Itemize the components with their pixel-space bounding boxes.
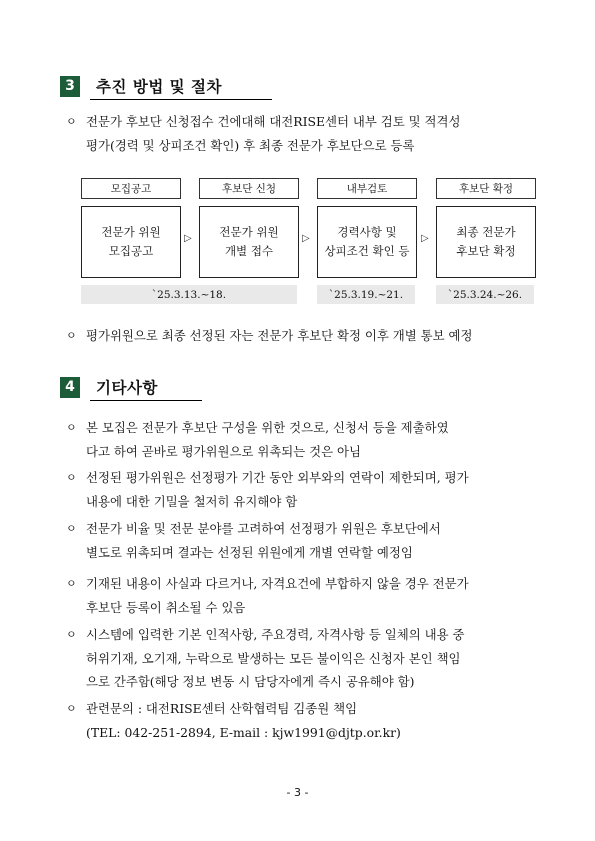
- section-3-bullet-2: [66, 324, 540, 348]
- section-4-bullet-5: [66, 623, 540, 694]
- bullet-line: 후보단 등록이 취소될 수 있음: [86, 599, 246, 615]
- step-1-header: 모집공고: [81, 178, 181, 199]
- date-range-1: `25.3.13.~18.: [81, 285, 297, 304]
- bullet-mark: ㅇ: [66, 471, 77, 484]
- bullet-mark: ㅇ: [66, 329, 77, 342]
- date-range-2: `25.3.19.~21.: [317, 285, 415, 304]
- step-4-line-1: 최종 전문가: [456, 225, 516, 239]
- bullet-line: 평가위원으로 최종 선정된 자는 전문가 후보단 확정 이후 개별 통보 예정: [86, 328, 473, 343]
- arrow-icon: ▷: [302, 233, 310, 244]
- section-4-number: 4: [60, 377, 80, 398]
- step-3-header: 내부검토: [317, 178, 417, 199]
- section-4-bullet-3: [66, 517, 540, 564]
- section-3-bullet-1: [66, 110, 540, 157]
- bullet-mark: ㅇ: [66, 628, 77, 641]
- step-4-line-2: 후보단 확정: [456, 244, 516, 258]
- bullet-line: 별도로 위촉되며 결과는 선정된 위원에게 개별 연락할 예정임: [86, 544, 413, 560]
- page-number: - 3 -: [286, 786, 309, 799]
- step-2-line-1: 전문가 위원: [219, 225, 279, 239]
- bullet-mark: ㅇ: [66, 522, 77, 535]
- bullet-line: (TEL: 042-251-2894, E-mail : kjw1991@djtp.or.kr): [86, 724, 401, 740]
- step-4-header: 후보단 확정: [436, 178, 536, 199]
- section-3-title: 추진 방법 및 절차: [96, 78, 223, 96]
- bullet-line: 기재된 내용이 사실과 다르거나, 자격요건에 부합하지 않을 경우 전문가: [86, 576, 469, 591]
- section-3-heading: [60, 75, 222, 97]
- section-4-bullet-4: [66, 572, 540, 619]
- section-4-heading: [60, 376, 158, 398]
- bullet-mark: ㅇ: [66, 115, 77, 128]
- step-2-box: [199, 206, 299, 278]
- section-3-number: 3: [60, 76, 80, 97]
- bullet-line: 다고 하여 곧바로 평가위원으로 위촉되는 것은 아님: [86, 443, 361, 459]
- step-1-line-2: 모집공고: [108, 244, 154, 258]
- bullet-mark: ㅇ: [66, 702, 77, 715]
- section-3-underline: [90, 99, 272, 100]
- bullet-mark: ㅇ: [66, 421, 77, 434]
- step-3-line-2: 상피조건 확인 등: [324, 244, 410, 258]
- step-2-header: 후보단 신청: [199, 178, 299, 199]
- step-3-line-1: 경력사항 및: [337, 225, 397, 239]
- step-1-line-1: 전문가 위원: [101, 225, 161, 239]
- step-4-box: [436, 206, 536, 278]
- section-4-underline: [90, 400, 202, 401]
- bullet-line: 전문가 후보단 신청접수 건에대해 대전RISE센터 내부 검토 및 적격성: [86, 114, 461, 129]
- bullet-line: 시스템에 입력한 기본 인적사항, 주요경력, 자격사항 등 일체의 내용 중: [86, 627, 465, 642]
- section-4-bullet-2: [66, 466, 540, 513]
- date-range-3: `25.3.24.~26.: [436, 285, 534, 304]
- step-1-box: [81, 206, 181, 278]
- arrow-icon: ▷: [184, 233, 192, 244]
- section-4-title: 기타사항: [96, 379, 158, 397]
- bullet-line: 으로 간주함(해당 정보 변동 시 담당자에게 즉시 공유해야 함): [86, 674, 415, 689]
- section-4-bullet-6: [66, 697, 540, 744]
- bullet-line: 허위기재, 오기재, 누락으로 발생하는 모든 불이익은 신청자 본인 책임: [86, 650, 461, 666]
- bullet-line: 전문가 비율 및 전문 분야를 고려하여 선정평가 위원은 후보단에서: [86, 521, 441, 536]
- bullet-mark: ㅇ: [66, 577, 77, 590]
- bullet-line: 본 모집은 전문가 후보단 구성을 위한 것으로, 신청서 등을 제출하였: [86, 420, 449, 435]
- arrow-icon: ▷: [421, 233, 429, 244]
- bullet-line: 평가(경력 및 상피조건 확인) 후 최종 전문가 후보단으로 등록: [86, 137, 415, 153]
- bullet-line: 선정된 평가위원은 선정평가 기간 동안 외부와의 연락이 제한되며, 평가: [86, 470, 469, 485]
- step-2-line-2: 개별 접수: [224, 244, 274, 258]
- bullet-line: 내용에 대한 기밀을 철저히 유지해야 함: [86, 493, 298, 509]
- section-4-bullet-1: [66, 416, 540, 463]
- bullet-line: 관련문의 : 대전RISE센터 산학협력팀 김종원 책임: [86, 701, 358, 716]
- step-3-box: [317, 206, 417, 278]
